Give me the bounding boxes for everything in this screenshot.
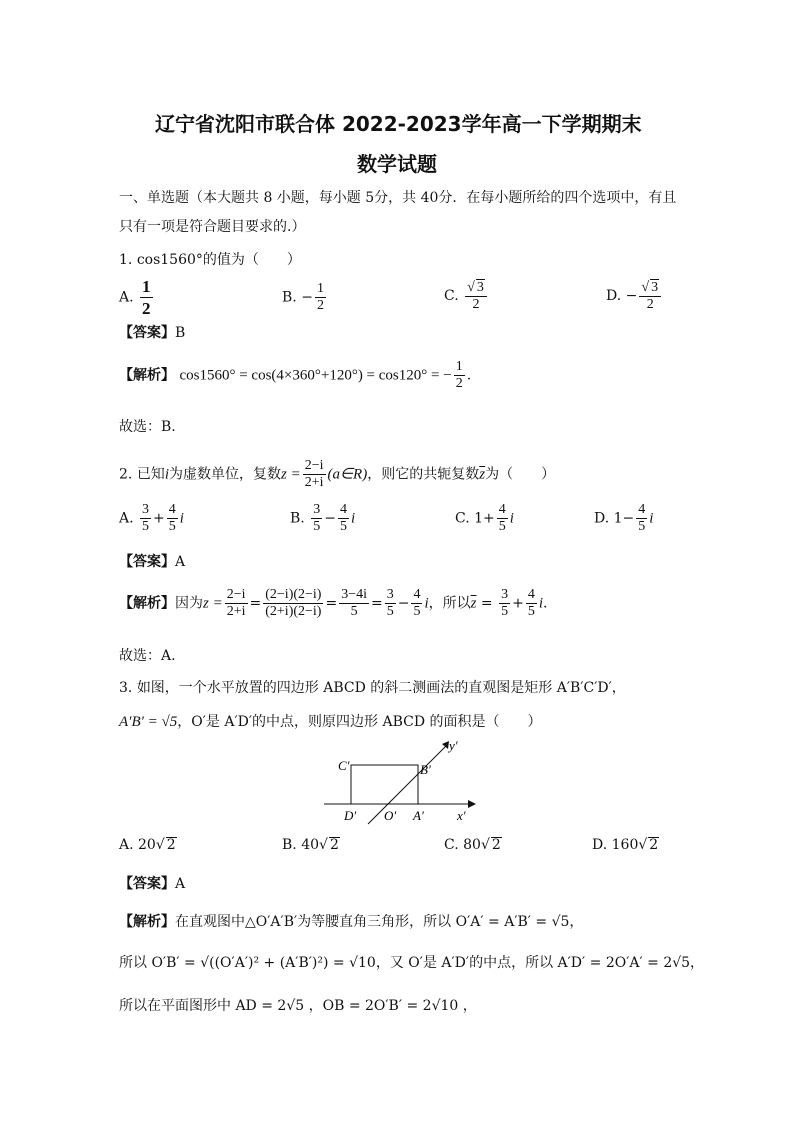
q1-answer: 【答案】B xyxy=(119,325,186,341)
q2-option-a: A. $\frac{3}{5}$ + $\frac{4}{5}$ i xyxy=(119,502,184,534)
label-a: A′ xyxy=(413,808,424,823)
q1-option-c xyxy=(444,279,489,313)
q3-analysis-line3: 所以在平面图形中 AD = 2√5 ，OB = 2O′B′ = 2√10 ， xyxy=(119,998,477,1014)
section-heading-line2: 只有一项是符合题目要求的.） xyxy=(119,219,306,235)
q1-number: 1. xyxy=(119,252,133,268)
q1-stem xyxy=(119,249,301,269)
label-x: x′ xyxy=(457,808,466,823)
label-d: D′ xyxy=(344,808,357,823)
q3-option-d: D. 160√ 2 xyxy=(592,837,659,853)
q1-stem-text: cos1560°的值为（ ） xyxy=(136,252,301,268)
section-heading-line1: 一、单选题（本大题共 8 小题，每小题 5分，共 40分．在每小题所给的四个选项中，有且 xyxy=(119,190,677,206)
fraction: $\frac{1}{2}$ xyxy=(316,281,324,313)
q2-conclusion: 故选：A. xyxy=(119,648,176,664)
q3-stem-line2: A′B′ = √5，O′是 A′D′的中点，则原四边形 ABCD 的面积是（ ） xyxy=(119,714,542,730)
q3-analysis-line1: 【解析】在直观图中△O′A′B′为等腰直角三角形，所以 O′A′ = A′B′ = √5， xyxy=(119,914,584,930)
q2-option-b: B. $\frac{3}{5}$ − $\frac{4}{5}$ i xyxy=(290,502,356,534)
q2-stem: 2. 已知i为虚数单位，复数z = $\frac{2-i}{2+i}$ (a∈R)，则它的共轭复数$\overline{z}$为（ ） xyxy=(119,458,556,490)
page-subtitle: 数学试题 xyxy=(357,152,437,176)
label-o: O′ xyxy=(384,808,397,823)
option-label: B. xyxy=(282,289,297,306)
y-axis xyxy=(368,746,446,824)
q1-option-b: B. − $\frac{1}{2}$ xyxy=(282,281,324,313)
fraction: $\frac{1}{2}$ xyxy=(455,359,463,391)
q2-answer: 【答案】A xyxy=(119,554,186,570)
fraction: $\frac{1}{2}$ xyxy=(142,277,151,318)
q1-option-d: D. − $\frac{√ 3}{2}$ xyxy=(606,279,663,313)
fraction: $\frac{2-i}{2+i}$ xyxy=(304,458,324,490)
option-label: D. xyxy=(606,288,622,304)
q1-analysis: 【解析】 cos1560° = cos(4×360°+120°) = cos120° = − $\frac{1}{2}$ . xyxy=(119,359,472,391)
q3-option-b: B. 40√ 2 xyxy=(282,837,339,853)
label-c: C′ xyxy=(338,758,350,773)
x-axis-arrow xyxy=(468,800,476,808)
q3-analysis-line2: 所以 O′B′ = √((O′A′)² + (A′B′)²) = √10，又 O′是 A′D′的中点，所以 A′D′ = 2O′A′ = 2√5， xyxy=(119,955,705,971)
q3-option-a: A. 20√ 2 xyxy=(119,837,176,853)
fraction: $\frac{√ 3}{2}$ xyxy=(465,279,487,313)
option-label: A. xyxy=(119,289,134,306)
q2-option-d: D. 1− $\frac{4}{5}$ i xyxy=(594,502,654,534)
q2-option-c: C. 1+ $\frac{4}{5}$ i xyxy=(455,502,514,534)
y-axis-arrow xyxy=(442,741,449,749)
fraction: $\frac{√ 3}{2}$ xyxy=(639,279,661,313)
label-y: y′ xyxy=(449,738,458,753)
q3-stem-line1: 3. 如图，一个水平放置的四边形 ABCD 的斜二测画法的直观图是矩形 A′B′C′D′， xyxy=(119,680,626,696)
q1-option-a xyxy=(119,276,155,319)
q3-figure xyxy=(318,738,478,828)
q3-option-c: C. 80√ 2 xyxy=(444,837,501,853)
option-label: C. xyxy=(444,288,459,304)
q1-conclusion: 故选：B. xyxy=(119,419,176,435)
label-b: B′ xyxy=(420,762,431,777)
q2-analysis: 【解析】因为z = $\frac{2-i}{2+i}$ = $\frac{(2-i)(2-i)}{(2+i)(2-i)}$ = $\frac{3-4i}{5}$ = $\frac{3}{5}$ − $\frac{4}{5}$ i，所以$\overline{z}$ = $\frac{3}{5}$ + $\frac{4}{5}$ i. xyxy=(119,587,548,619)
page-title: 辽宁省沈阳市联合体 2022-2023学年高一下学期期末 xyxy=(155,112,642,136)
q3-answer: 【答案】A xyxy=(119,876,186,892)
